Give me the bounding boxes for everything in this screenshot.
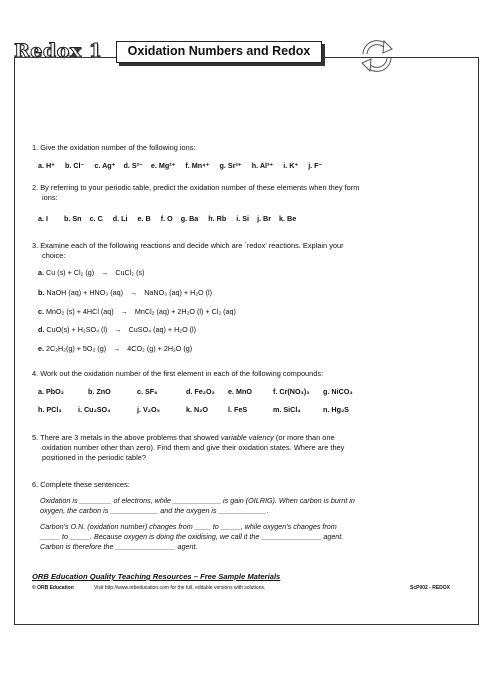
footer-visit-text: Visit http://www.orbeducation.com for the full, editable versions with solutions. [94,585,266,591]
reaction-products: MnCl₂ (aq) + 2H₂O (l) + Cl₂ (aq) [134,307,236,316]
q3-prompt-line2: choice: [42,251,66,260]
reaction-label: c. [38,307,44,316]
q2-item: h. Rb [208,214,227,223]
q4-item: k. N₂O [186,405,208,414]
q2-item: g. Ba [180,214,199,223]
q1-item: e. Mg²⁺ [150,161,176,170]
q1-item: i. K⁺ [283,161,299,170]
q1-item: d. S²⁻ [123,161,143,170]
q1-items [38,161,322,171]
reaction-label: e. [38,344,44,353]
q2-item: a. I [38,214,48,223]
q6-sentence1-line2: oxygen, the carbon is ____________ and the oxygen is ____________. [40,506,269,515]
footer-code: ScP002 - REDOX [410,585,451,591]
q4-item: i. Cu₂SO₄ [78,405,111,414]
footer-title: ORB Education Quality Teaching Resources – Free Sample Materials [32,572,281,581]
q1-item: b. Cl⁻ [64,161,85,170]
q4-item: g. NiCO₃ [323,387,353,396]
reaction-arrow: → [101,268,109,277]
q4-item: a. PbO₂ [38,387,64,396]
q4-item: d. Fe₂O₃ [186,387,215,396]
reaction-label: b. [38,288,45,297]
q5-emphasis: variable valency [220,433,274,442]
reaction-reactants: MnO₂ (s) + 4HCl (aq) [46,307,114,316]
q4-item: b. ZnO [88,387,111,396]
q2-item: i. Si [236,214,250,223]
reaction-label: a. [38,268,44,277]
q2-item: j. Br [257,214,272,223]
q1-item: c. Ag⁺ [94,161,116,170]
reaction-d [38,325,196,335]
q4-item: m. SiCl₄ [273,405,301,414]
q4-item: n. Hg₂S [323,405,349,414]
reaction-reactants: CuO(s) + H₂SO₄ (l) [46,325,108,334]
cycle-arrows-icon [355,34,399,83]
reaction-e [38,344,192,354]
q1-item: f. Mn⁴⁺ [185,161,210,170]
q4-prompt: 4. Work out the oxidation number of the first element in each of the following compounds: [32,369,324,378]
redox-logo: Redox 1 [14,40,103,62]
q1-item: g. Sr²⁺ [219,161,242,170]
q2-items [38,214,296,224]
reaction-reactants: NaOH (aq) + HNO₃ (aq) [46,288,124,297]
q1-item: h. Al³⁺ [251,161,274,170]
q6-sentence2-line3: Carbon is therefore the _______________ agent. [40,542,198,551]
reaction-products: 4CO₂ (g) + 2H₂O (g) [127,344,193,353]
reaction-a [38,268,144,278]
reaction-b [38,288,212,298]
reaction-products: NaNO₃ (aq) + H₂O (l) [144,288,213,297]
q1-prompt: 1. Give the oxidation number of the following ions: [32,143,196,152]
q2-item: e. B [137,214,151,223]
reaction-c [38,307,236,317]
q2-item: k. Be [279,214,297,223]
q6-sentence2-line1: Carbon's O.N. (oxidation number) changes from ____ to _____, while oxygen's changes from [40,522,337,531]
q2-item: b. Sn [64,214,82,223]
reaction-products: CuCl₂ (s) [115,268,145,277]
reaction-reactants: Cu (s) + Cl₂ (g) [46,268,95,277]
q5-line1 [32,433,335,443]
q4-item: e. MnO [228,387,252,396]
q4-item: j. V₂O₅ [137,405,160,414]
q5-line2: oxidation number other than zero). Find them and give their oxidation states. Where are they [42,443,345,452]
q2-prompt-line1: 2. By referring to your periodic table, predict the oxidation number of these elements when they form [32,183,360,192]
q2-item: c. C [89,214,103,223]
q2-item: d. Li [112,214,128,223]
reaction-products: CuSO₄ (aq) + H₂O (l) [128,325,197,334]
reaction-arrow: → [114,325,122,334]
q6-sentence2-line2: _____ to _____. Because oxygen is doing the oxidising, we call it the _______________ agent. [40,532,344,541]
q5-text: (or more than one [273,433,335,442]
q4-item: l. FeS [228,405,248,414]
page-title: Oxidation Numbers and Redox [116,41,322,63]
q2-item: f. O [160,214,173,223]
footer-copyright: © ORB Education [32,585,74,591]
q6-prompt: 6. Complete these sentences: [32,480,130,489]
q3-prompt-line1: 3. Examine each of the following reactions and decide which are `redox' reactions. Explain your [32,241,344,250]
q4-item: h. PCl₃ [38,405,62,414]
q1-item: a. H⁺ [38,161,55,170]
q4-item: f. Cr(NO₃)₃ [273,387,310,396]
q5-line3: positioned in the periodic table? [42,453,146,462]
reaction-label: d. [38,325,45,334]
reaction-arrow: → [120,307,128,316]
q4-item: c. SF₆ [137,387,158,396]
q2-prompt-line2: ions: [42,193,58,202]
q5-text: 5. There are 3 metals in the above problems that showed [32,433,221,442]
reaction-arrow: → [113,344,121,353]
reaction-arrow: → [130,288,138,297]
q1-item: j. F⁻ [308,161,323,170]
q6-sentence1-line1: Oxidation is ________ of electrons, while ____________ is gain (OILRIG). When carbon is burnt in [40,496,355,505]
reaction-reactants: 2C₂H₂(g) + 5O₂ (g) [46,344,107,353]
